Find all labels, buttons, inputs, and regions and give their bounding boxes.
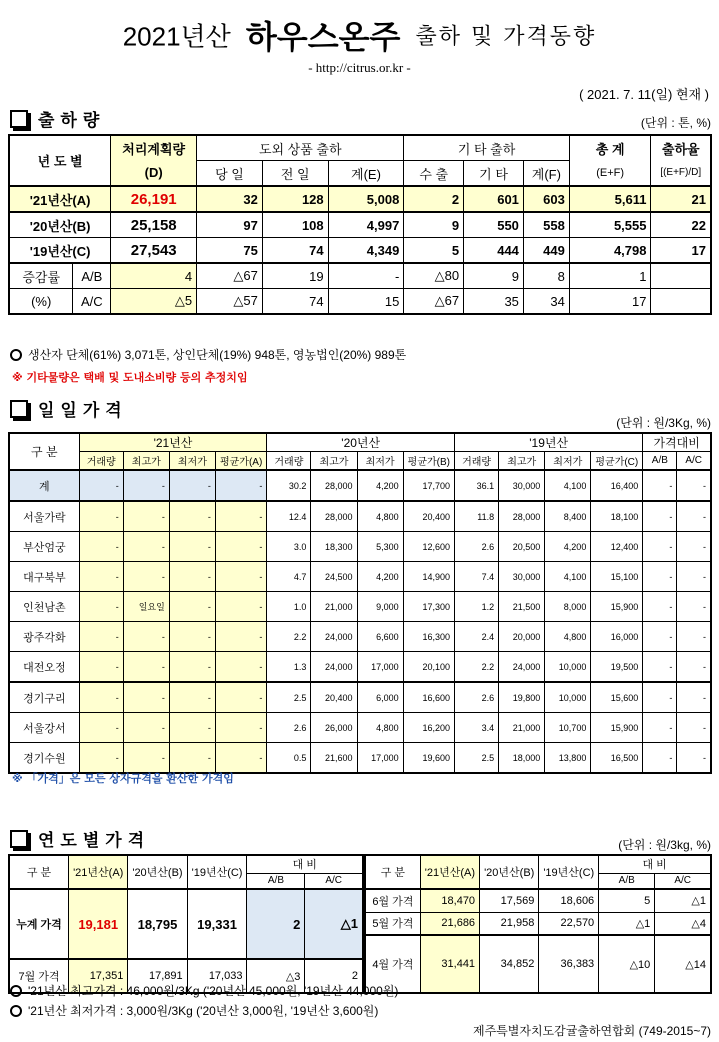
checkbox-square-icon (10, 400, 28, 418)
table-row: 5월 가격 21,686 21,958 22,570 △1 △4 (365, 912, 711, 935)
price-cell: - (677, 682, 711, 713)
price-cell: - (643, 652, 677, 683)
h-plan-d: (D) (111, 161, 197, 187)
market-name: 부산엄궁 (9, 532, 79, 562)
price-cell: 4,800 (545, 622, 591, 652)
price-cell: - (643, 592, 677, 622)
price-cell: - (123, 652, 169, 683)
price-cell: 30.2 (267, 470, 311, 501)
price-cell: - (215, 532, 266, 562)
price-cell: 4,200 (545, 532, 591, 562)
h-sub-etc: 기 타 (464, 161, 524, 187)
price-cell: - (169, 622, 215, 652)
price-cell: 17,300 (403, 592, 454, 622)
daily-header-row-2 (9, 452, 711, 471)
site-url[interactable]: - http://citrus.or.kr - (308, 60, 411, 75)
h-sub-prev: 전 일 (262, 161, 328, 187)
price-cell: 4,800 (357, 501, 403, 532)
price-cell: - (79, 713, 123, 743)
market-name: 계 (9, 470, 79, 501)
h-19: '19년산 (455, 433, 643, 452)
other-volume-note: ※ 기타물량은 택배 및 도내소비량 등의 추정치임 (12, 371, 248, 384)
h-21: '21년산 (79, 433, 267, 452)
daily-subheader-cell: 거래량 (79, 452, 123, 471)
daily-subheader-cell: 평균가(A) (215, 452, 266, 471)
price-cell: 30,000 (499, 470, 545, 501)
price-cell: 28,000 (499, 501, 545, 532)
title-tail: 출하 및 가격동향 (415, 24, 597, 50)
price-cell: 2.4 (455, 622, 499, 652)
price-cell: - (123, 622, 169, 652)
price-cell: 2.5 (455, 743, 499, 774)
section-daily-title: 일일가격 (10, 396, 128, 421)
yl-h-cmp: 대 비 (247, 855, 363, 873)
table-row (9, 652, 711, 683)
price-cell: 6,600 (357, 622, 403, 652)
price-cell: 15,900 (591, 713, 643, 743)
yr-h-cmp: 대 비 (599, 855, 711, 873)
h-rate: 출하율 (651, 135, 711, 161)
price-cell: 4.7 (267, 562, 311, 592)
price-cell: - (643, 470, 677, 501)
yl-h-gubun: 구 분 (9, 855, 69, 889)
daily-subheader-cell: 평균가(B) (403, 452, 454, 471)
price-cell: - (169, 532, 215, 562)
price-cell: 4,100 (545, 470, 591, 501)
h-sub-f: 계(F) (523, 161, 569, 187)
table-row: 4월 가격 31,441 34,852 36,383 △10 △14 (365, 935, 711, 993)
price-cell: - (79, 501, 123, 532)
price-cell: 17,000 (357, 652, 403, 683)
price-cell: 20,500 (499, 532, 545, 562)
price-cell: - (215, 592, 266, 622)
price-cell: - (215, 501, 266, 532)
yl-h-c: '19년산(C) (187, 855, 247, 889)
price-cell: 6,000 (357, 682, 403, 713)
price-cell: 4,200 (357, 562, 403, 592)
price-cell: 15,100 (591, 562, 643, 592)
daily-unit: (단위 : 원/3Kg, %) (616, 416, 711, 430)
price-cell: 2.6 (455, 682, 499, 713)
table-row (9, 713, 711, 743)
price-cell: 12.4 (267, 501, 311, 532)
price-cell: 1.0 (267, 592, 311, 622)
price-cell: - (643, 532, 677, 562)
price-cell: 24,500 (311, 562, 357, 592)
price-cell: - (215, 743, 266, 774)
h-cmp: 가격대비 (643, 433, 711, 452)
price-cell: 4,200 (357, 470, 403, 501)
price-cell: - (677, 622, 711, 652)
price-cell: - (169, 743, 215, 774)
yearly-monthly-table: 구 분 '21년산(A) '20년산(B) '19년산(C) 대 비 A/B A/C 6월 가격 18,470 17,569 18,606 5 △1 5월 가격 21,686 21,958 22,570 △1 △4 4월 가격 31,441 34,852 36,383 △10 △14 (364, 854, 712, 994)
price-cell: - (677, 562, 711, 592)
price-cell: - (79, 622, 123, 652)
footer-org: 제주특별자치도감귤출하연합회 (749-2015~7) (472, 1024, 711, 1038)
price-cell: - (677, 713, 711, 743)
price-cell: 7.4 (455, 562, 499, 592)
yr-h-a: '21년산(A) (420, 855, 479, 889)
title-main: 하우스온주 (245, 18, 401, 56)
price-cell: - (215, 682, 266, 713)
price-cell: - (169, 652, 215, 683)
price-cell: 1.3 (267, 652, 311, 683)
h-out: 도외 상품 출하 (197, 135, 404, 161)
h-rate-sub: [(E+F)/D] (651, 161, 711, 187)
market-name: 서울가락 (9, 501, 79, 532)
checkbox-square-icon (10, 110, 28, 128)
price-cell: 24,000 (311, 622, 357, 652)
shipment-header-row-1 (9, 135, 711, 161)
price-cell: - (79, 592, 123, 622)
price-cell: 16,000 (591, 622, 643, 652)
h-year: 년 도 별 (9, 135, 111, 186)
price-cell: 1.2 (455, 592, 499, 622)
daily-subheader-cell: 최저가 (169, 452, 215, 471)
price-cell: 20,400 (403, 501, 454, 532)
price-cell: 18,000 (499, 743, 545, 774)
daily-subheader-cell: 거래량 (267, 452, 311, 471)
price-cell: - (643, 562, 677, 592)
price-cell: - (79, 652, 123, 683)
price-cell: 24,000 (499, 652, 545, 683)
price-cell: 8,400 (545, 501, 591, 532)
price-cell: 2.6 (455, 532, 499, 562)
price-cell: - (643, 682, 677, 713)
price-cell: - (215, 562, 266, 592)
price-cell: 16,400 (591, 470, 643, 501)
yearly-cumulative-table: 구 분 '21년산(A) '20년산(B) '19년산(C) 대 비 A/B A/C 누계 가격 19,181 18,795 19,331 2 △1 7월 가격 17,351 17,891 17,033 △3 2 (8, 854, 364, 994)
market-name: 대구북부 (9, 562, 79, 592)
price-cell: 20,400 (311, 682, 357, 713)
price-cell: - (79, 562, 123, 592)
table-row (9, 532, 711, 562)
daily-header-row-1 (9, 433, 711, 452)
price-cell: - (123, 562, 169, 592)
checkbox-square-icon (10, 830, 28, 848)
price-cell: - (123, 713, 169, 743)
price-cell: 19,500 (591, 652, 643, 683)
price-cell: - (677, 652, 711, 683)
price-cell: 4,100 (545, 562, 591, 592)
price-cell: 0.5 (267, 743, 311, 774)
daily-subheader-cell: 평균가(C) (591, 452, 643, 471)
circle-bullet-icon (10, 1005, 22, 1017)
price-cell: 12,600 (403, 532, 454, 562)
price-cell: 36.1 (455, 470, 499, 501)
table-row: (%) A/C △5 △57 74 15 △67 35 34 17 (9, 289, 711, 315)
price-cell: 5,300 (357, 532, 403, 562)
price-cell: 15,900 (591, 592, 643, 622)
daily-price-table (8, 432, 712, 774)
table-row: 6월 가격 18,470 17,569 18,606 5 △1 (365, 889, 711, 912)
yl-h-a: '21년산(A) (69, 855, 128, 889)
price-cell: 2.2 (267, 622, 311, 652)
market-name: 광주각화 (9, 622, 79, 652)
price-cell: 21,000 (499, 713, 545, 743)
market-name: 서울강서 (9, 713, 79, 743)
price-cell: 11.8 (455, 501, 499, 532)
price-cell: - (169, 562, 215, 592)
price-cell: - (677, 470, 711, 501)
price-cell: 17,700 (403, 470, 454, 501)
yr-h-gubun: 구 분 (365, 855, 420, 889)
daily-subheader-cell: 최저가 (357, 452, 403, 471)
price-cell: 18,300 (311, 532, 357, 562)
price-cell: - (215, 713, 266, 743)
price-cell: 16,200 (403, 713, 454, 743)
price-cell: - (215, 622, 266, 652)
section-shipment-title: 출하량 (10, 106, 105, 131)
price-cell: - (215, 470, 266, 501)
table-row: '21년산(A) 26,191 32 128 5,008 2 601 603 5,611 21 (9, 186, 711, 212)
price-cell: - (169, 470, 215, 501)
daily-subheader-cell: 거래량 (455, 452, 499, 471)
price-cell: - (123, 532, 169, 562)
table-row (9, 682, 711, 713)
h-sub-e: 계(E) (328, 161, 404, 187)
price-cell: 일요일 (123, 592, 169, 622)
circle-bullet-icon (10, 985, 22, 997)
price-cell: 13,800 (545, 743, 591, 774)
price-note: ※ 「가격」은 모든 상자규격을 환산한 가격임 (12, 772, 234, 785)
price-cell: - (123, 501, 169, 532)
daily-subheader-cell: 최저가 (545, 452, 591, 471)
price-cell: 21,500 (499, 592, 545, 622)
price-cell: - (123, 743, 169, 774)
table-row (9, 470, 711, 501)
table-row (9, 562, 711, 592)
market-name: 인천남촌 (9, 592, 79, 622)
price-cell: - (677, 743, 711, 774)
h-total-sub: (E+F) (569, 161, 651, 187)
price-cell: - (123, 470, 169, 501)
max-price-note: '21년산 최고가격 : 46,000원/3Kg ('20년산 45,000원, '19년산 44,000원) (10, 982, 398, 999)
daily-subheader-cell: A/C (677, 452, 711, 471)
price-cell: 2.2 (455, 652, 499, 683)
market-name: 경기수원 (9, 743, 79, 774)
as-of-date: ( 2021. 7. 11(일) 현재 ) (579, 87, 709, 102)
price-cell: - (643, 713, 677, 743)
price-cell: 24,000 (311, 652, 357, 683)
table-row: '20년산(B) 25,158 97 108 4,997 9 550 558 5,555 22 (9, 212, 711, 238)
price-cell: 19,800 (499, 682, 545, 713)
table-row: '19년산(C) 27,543 75 74 4,349 5 444 449 4,798 17 (9, 238, 711, 264)
price-cell: 20,000 (499, 622, 545, 652)
price-cell: - (169, 592, 215, 622)
price-cell: - (677, 501, 711, 532)
page-title (0, 12, 719, 58)
shipment-header-row-2 (9, 161, 711, 187)
price-cell: 10,000 (545, 652, 591, 683)
circle-bullet-icon (10, 349, 22, 361)
yl-h-b: '20년산(B) (128, 855, 187, 889)
price-cell: 20,100 (403, 652, 454, 683)
table-row (9, 622, 711, 652)
price-cell: 15,600 (591, 682, 643, 713)
price-cell: - (643, 622, 677, 652)
yearly-unit: (단위 : 원/3kg, %) (618, 838, 711, 852)
price-cell: 2.6 (267, 713, 311, 743)
price-cell: 3.4 (455, 713, 499, 743)
price-cell: 16,300 (403, 622, 454, 652)
price-cell: 28,000 (311, 470, 357, 501)
producer-note: 생산자 단체(61%) 3,071톤, 상인단체(19%) 948톤, 영농법인(20%) 989톤 (10, 346, 406, 363)
min-price-note: '21년산 최저가격 : 3,000원/3Kg ('20년산 3,000원, '19년산 3,600원) (10, 1002, 378, 1019)
price-cell: 4,800 (357, 713, 403, 743)
shipment-unit: (단위 : 톤, %) (640, 116, 711, 130)
price-cell: 18,100 (591, 501, 643, 532)
daily-subheader-cell: 최고가 (311, 452, 357, 471)
table-row (9, 501, 711, 532)
price-cell: - (169, 501, 215, 532)
price-cell: - (169, 682, 215, 713)
yr-h-c: '19년산(C) (539, 855, 599, 889)
price-cell: - (79, 532, 123, 562)
price-cell: 21,600 (311, 743, 357, 774)
price-cell: 21,000 (311, 592, 357, 622)
yr-h-b: '20년산(B) (480, 855, 539, 889)
price-cell: 16,600 (403, 682, 454, 713)
price-cell: 17,000 (357, 743, 403, 774)
h-plan: 처리계획량 (111, 135, 197, 161)
price-cell: - (123, 682, 169, 713)
price-cell: 10,000 (545, 682, 591, 713)
daily-subheader-cell: 최고가 (499, 452, 545, 471)
price-cell: 3.0 (267, 532, 311, 562)
h-20: '20년산 (267, 433, 455, 452)
table-row: 7월 가격 17,351 17,891 17,033 △3 2 (9, 959, 363, 993)
h-other: 기 타 출하 (404, 135, 570, 161)
price-cell: 9,000 (357, 592, 403, 622)
price-cell: - (677, 532, 711, 562)
price-cell: 10,700 (545, 713, 591, 743)
daily-subheader-cell: A/B (643, 452, 677, 471)
market-name: 대전오정 (9, 652, 79, 683)
price-cell: 14,900 (403, 562, 454, 592)
table-row: 증감률 A/B 4 △67 19 - △80 9 8 1 (9, 263, 711, 289)
price-cell: 8,000 (545, 592, 591, 622)
price-cell: 16,500 (591, 743, 643, 774)
table-row (9, 743, 711, 774)
price-cell: - (677, 592, 711, 622)
price-cell: - (643, 501, 677, 532)
title-year: 2021년산 (122, 21, 231, 52)
price-cell: - (169, 713, 215, 743)
price-cell: 2.5 (267, 682, 311, 713)
h-total: 총 계 (569, 135, 651, 161)
price-cell: 30,000 (499, 562, 545, 592)
price-cell: - (79, 682, 123, 713)
table-row (9, 592, 711, 622)
price-cell: 12,400 (591, 532, 643, 562)
daily-subheader-cell: 최고가 (123, 452, 169, 471)
h-gubun: 구 분 (9, 433, 79, 470)
table-row: 누계 가격 19,181 18,795 19,331 2 △1 (9, 889, 363, 959)
price-cell: 26,000 (311, 713, 357, 743)
section-yearly-title: 연도별가격 (10, 826, 150, 851)
market-name: 경기구리 (9, 682, 79, 713)
price-cell: 28,000 (311, 501, 357, 532)
price-cell: 19,600 (403, 743, 454, 774)
h-sub-exp: 수 출 (404, 161, 464, 187)
shipment-table (8, 134, 712, 315)
price-cell: - (79, 743, 123, 774)
h-sub-day: 당 일 (197, 161, 263, 187)
price-cell: - (643, 743, 677, 774)
price-cell: - (215, 652, 266, 683)
price-cell: - (79, 470, 123, 501)
